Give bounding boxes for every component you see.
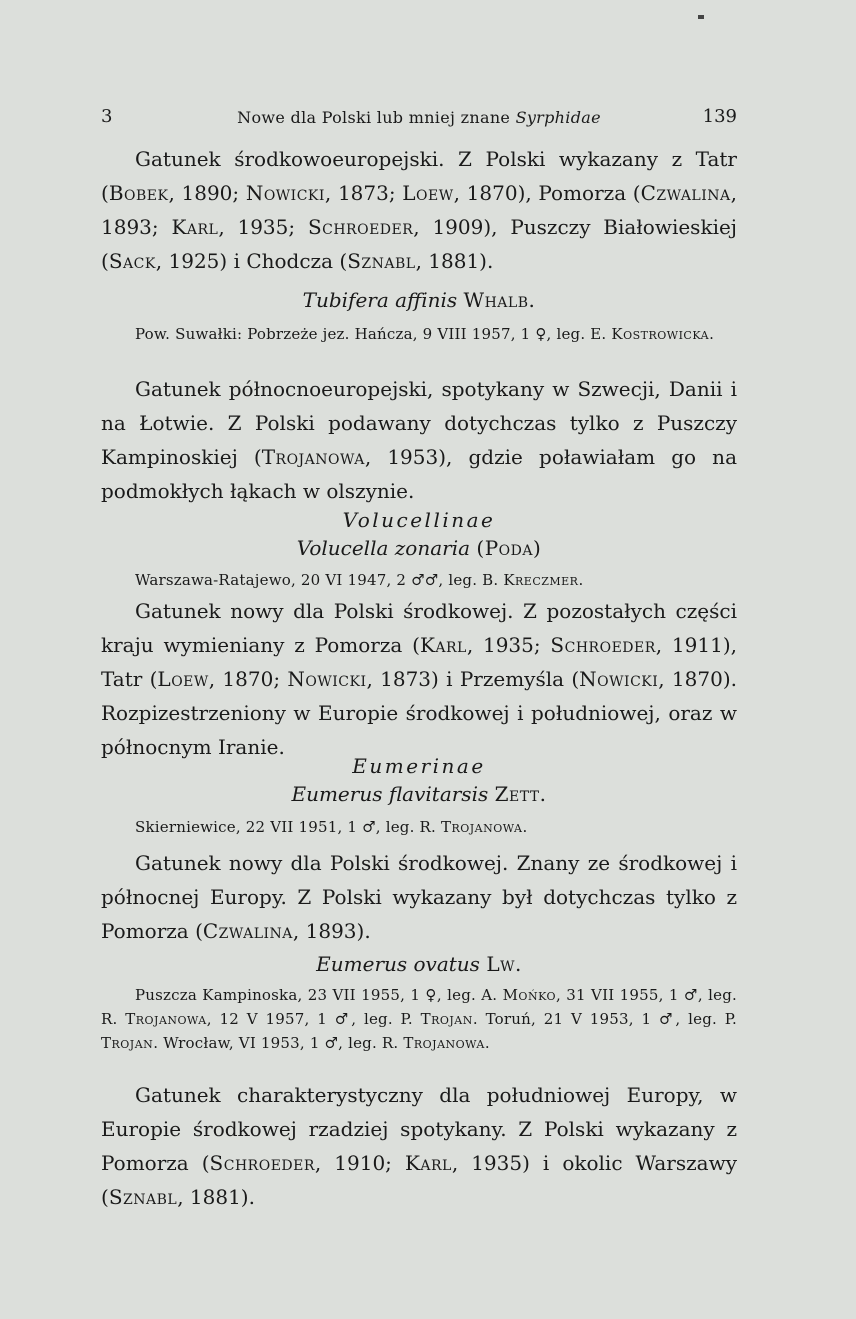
record-tubifera-affinis: Pow. Suwałki: Pobrzeże jez. Hańcza, 9 VIII 1957, 1 ♀, leg. E. Kostrowicka. [135,325,715,343]
species-heading-eumerus-flavitarsis: Eumerus flavitarsis Zett. [291,782,547,806]
paragraph-volucella-notes: Gatunek nowy dla Polski środkowej. Z pozostałych części kraju wymieniany z Pomorza (Karl, 1935; Schroeder, 1911), Tatr (Loew, 1870; Nowicki, 1873) i Przemyśla (Nowicki, 1870). Rozpizestrzeniony w Europie środkowej i południowej, oraz w północnym Iranie. [101,599,737,759]
species-heading-tubifera-affinis: Tubifera affinis Whalb. [302,288,536,312]
running-title: Nowe dla Polski lub mniej znane Syrphidae [237,108,601,127]
record-volucella-zonaria: Warszawa-Ratajewo, 20 VI 1947, 2 ♂♂, leg. B. Kreczmer. [135,571,584,589]
paragraph-tubifera-notes: Gatunek północnoeuropejski, spotykany w Szwecji, Danii i na Łotwie. Z Polski podawany dotychczas tylko z Puszczy Kampinoskiej (Trojanowa, 1953), gdzie poławiałam go na podmokłych łąkach w olszynie. [101,377,737,503]
page-number-right: 139 [702,106,737,127]
record-eumerus-flavitarsis: Skierniewice, 22 VII 1951, 1 ♂, leg. R. Trojanowa. [135,818,528,836]
species-heading-eumerus-ovatus: Eumerus ovatus Lw. [316,952,522,976]
subfamily-volucellinae: Volucellinae [342,508,496,532]
page-number-left: 3 [101,106,113,127]
record-eumerus-ovatus: Puszcza Kampinoska, 23 VII 1955, 1 ♀, leg. A. Mońko, 31 VII 1955, 1 ♂, leg. R. Trojanowa, 12 V 1957, 1 ♂, leg. P. Trojan. Toruń, 21 V 1953, 1 ♂, leg. P. Trojan. Wrocław, VI 1953, 1 ♂, leg. R. Trojanowa. [101,986,737,1052]
subfamily-eumerinae: Eumerinae [352,754,486,778]
running-header [101,102,737,132]
species-heading-volucella-zonaria: Volucella zonaria (Poda) [296,536,542,560]
print-mark [698,15,704,19]
paragraph-tubifera-distribution: Gatunek środkowoeuropejski. Z Polski wykazany z Tatr (Bobek, 1890; Nowicki, 1873; Loew, 1870), Pomorza (Czwalina, 1893; Karl, 1935; Schroeder, 1909), Puszczy Białowieskiej (Sack, 1925) i Chodcza (Sznabl, 1881). [101,147,737,273]
paragraph-eumerus-ovatus-notes: Gatunek charakterystyczny dla południowej Europy, w Europie środkowej rzadziej spotykany. Z Polski wykazany z Pomorza (Schroeder, 1910; Karl, 1935) i okolic Warszawy (Sznabl, 1881). [101,1083,737,1209]
paragraph-eumerus-flavitarsis-notes: Gatunek nowy dla Polski środkowej. Znany ze środkowej i północnej Europy. Z Polski wykazany był dotychczas tylko z Pomorza (Czwalina, 1893). [101,851,737,943]
